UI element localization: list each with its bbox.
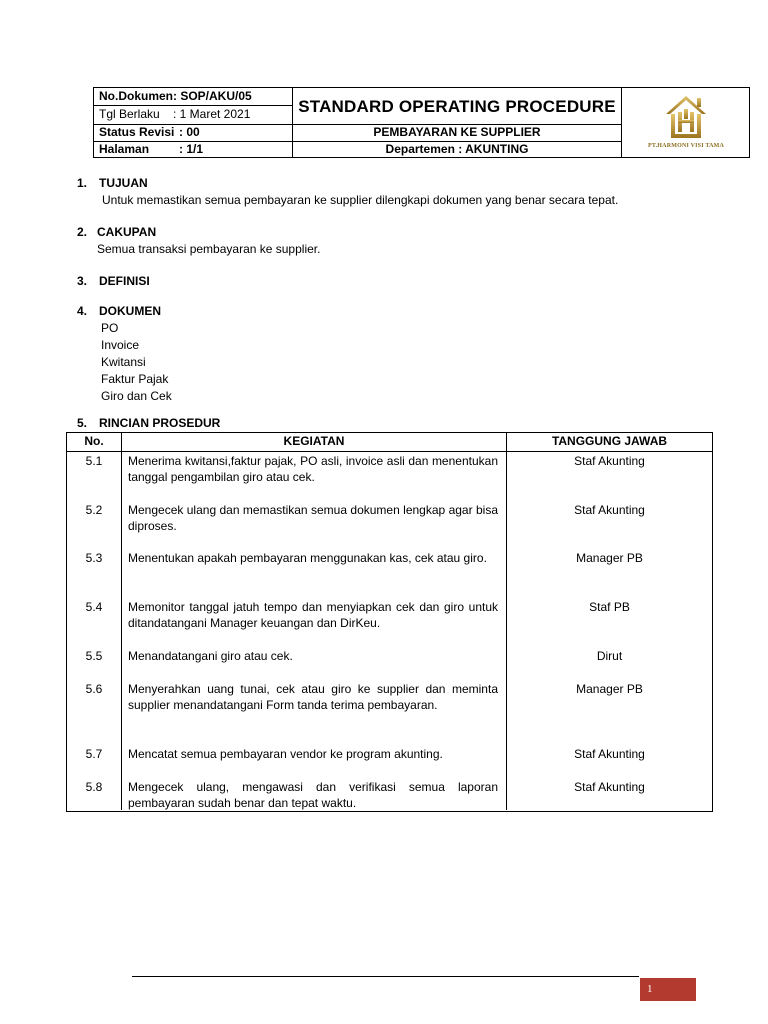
- section-1-text: Untuk memastikan semua pembayaran ke supplier dilengkapi dokumen yang benar secara tepat.: [102, 193, 619, 207]
- list-item: PO: [101, 321, 119, 335]
- doc-number-row: [99, 89, 252, 104]
- row-number: 5.2: [85, 503, 103, 517]
- row-pic: Staf Akunting: [574, 747, 645, 761]
- header-kegiatan: KEGIATAN: [283, 434, 345, 448]
- doc-number-label: No.Dokumen: [99, 89, 174, 103]
- procedure-table: [66, 432, 713, 812]
- row-kegiatan: Memonitor tanggal jatuh tempo dan menyiapkan cek dan giro untuk ditandatangani Manager keuangan dan DirKeu.: [128, 600, 498, 630]
- row-pic: Staf PB: [589, 600, 630, 614]
- effective-date-row: [99, 107, 250, 122]
- section-5-number: 5.: [77, 416, 88, 430]
- section-3-title: DEFINISI: [99, 274, 150, 288]
- doc-number-value: : SOP/AKU/05: [173, 89, 252, 103]
- effective-date-label: Tgl Berlaku: [99, 107, 160, 121]
- row-number: 5.6: [85, 682, 103, 696]
- row-number: 5.4: [85, 600, 103, 614]
- document-list: [101, 320, 172, 404]
- row-number: 5.3: [85, 551, 103, 565]
- header-no: No.: [84, 434, 104, 448]
- table-body: [67, 452, 712, 811]
- section-5-title: RINCIAN PROSEDUR: [99, 416, 221, 430]
- row-kegiatan: Menyerahkan uang tunai, cek atau giro ke supplier dan meminta supplier menandatangani Form tanda terima pembayaran.: [128, 682, 498, 712]
- effective-date-value: : 1 Maret 2021: [173, 107, 251, 121]
- row-kegiatan: Mencatat semua pembayaran vendor ke program akunting.: [128, 747, 443, 761]
- section-1-number: 1.: [77, 176, 88, 190]
- row-kegiatan: Mengecek ulang, mengawasi dan verifikasi semua laporan pembayaran sudah benar dan tepat waktu.: [128, 780, 498, 810]
- section-3-number: 3.: [77, 274, 88, 288]
- row-number: 5.1: [85, 454, 103, 468]
- row-kegiatan: Mengecek ulang dan memastikan semua dokumen lengkap agar bisa diproses.: [128, 503, 498, 533]
- page-value: : 1/1: [179, 142, 204, 156]
- list-item: Kwitansi: [101, 355, 146, 369]
- section-2-number: 2.: [77, 225, 88, 239]
- row-pic: Staf Akunting: [574, 780, 645, 794]
- sop-title: STANDARD OPERATING PROCEDURE: [298, 97, 616, 116]
- revision-label: Status Revisi: [99, 125, 175, 139]
- page-row: [99, 142, 203, 157]
- document-header: [93, 87, 750, 158]
- section-4-number: 4.: [77, 304, 88, 318]
- row-kegiatan: Menandatangani giro atau cek.: [128, 649, 293, 663]
- section-2-text: Semua transaksi pembayaran ke supplier.: [97, 242, 321, 256]
- company-name: PT.HARMONI VISI TAMA: [647, 143, 725, 149]
- list-item: Faktur Pajak: [101, 372, 169, 386]
- list-item: Giro dan Cek: [101, 389, 172, 403]
- row-pic: Staf Akunting: [574, 503, 645, 517]
- company-logo: [622, 88, 750, 158]
- row-number: 5.5: [85, 649, 103, 663]
- section-4-title: DOKUMEN: [99, 304, 161, 318]
- header-tanggung-jawab: TANGGUNG JAWAB: [551, 434, 668, 448]
- house-logo-icon: [622, 88, 750, 144]
- revision-row: [99, 125, 200, 140]
- section-2-title: CAKUPAN: [97, 225, 157, 239]
- row-number: 5.7: [85, 747, 103, 761]
- page-label: Halaman: [99, 142, 150, 156]
- department: Departemen : AKUNTING: [385, 142, 529, 156]
- page-number-badge: 1: [640, 978, 696, 1001]
- subject: PEMBAYARAN KE SUPPLIER: [373, 125, 541, 139]
- row-pic: Dirut: [596, 649, 623, 663]
- list-item: Invoice: [101, 338, 140, 352]
- row-number: 5.8: [85, 780, 103, 794]
- footer-divider: [132, 976, 639, 977]
- row-kegiatan: Menerima kwitansi,faktur pajak, PO asli, invoice asli dan menentukan tanggal pengambilan giro atau cek.: [128, 454, 498, 484]
- row-pic: Manager PB: [576, 682, 643, 696]
- section-1-title: TUJUAN: [99, 176, 148, 190]
- table-header: [67, 433, 712, 452]
- row-pic: Manager PB: [576, 551, 643, 565]
- revision-value: : 00: [179, 125, 200, 139]
- row-pic: Staf Akunting: [574, 454, 645, 468]
- row-kegiatan: Menentukan apakah pembayaran menggunakan kas, cek atau giro.: [128, 551, 487, 565]
